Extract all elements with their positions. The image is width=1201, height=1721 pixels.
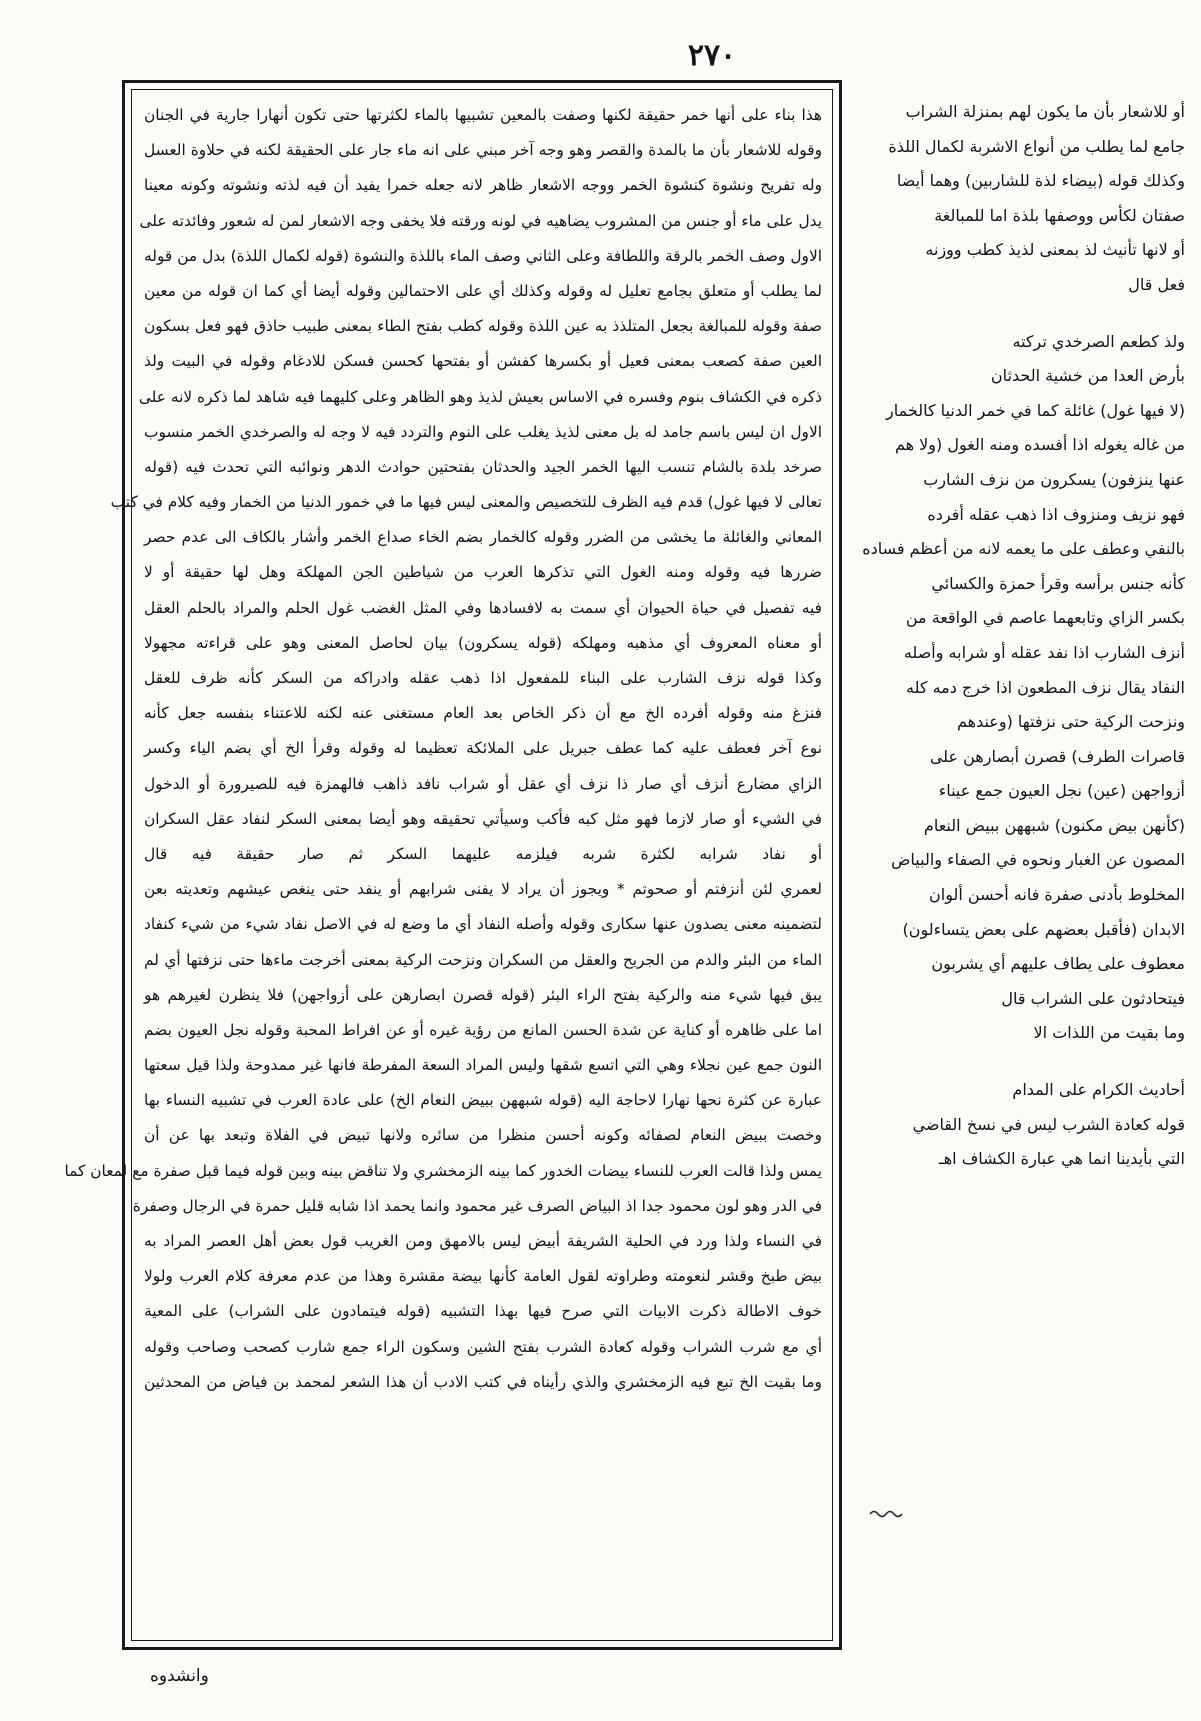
main-text-line: وكذا قوله نزف الشارب على البناء للمفعول اذا ذهب عقله وادراكه من السكر كأنه ظرف للعقل	[144, 669, 822, 687]
main-text-line: النون جمع عين نجلاء وهي التي اتسع شقها وليس المراد السعة المفرطة فانها غير ممدوحة ولذا قيل سعتها	[144, 1056, 822, 1075]
margin-note-line: صفتان لكأس ووصفها بلذة اما للمبالغة	[934, 205, 1185, 225]
main-text-line: وخصت ببيض النعام لصفائه وكونه أحسن منظرا من سائره ولانها تبيض في الفلاة وتبعد بها عن أن	[144, 1126, 822, 1145]
margin-note-line: عنها ينزفون) يسكرون من نزف الشارب	[923, 469, 1185, 489]
main-text-line: أي مع شرب الشراب وقوله كعادة الشرب بفتح الشين وسكون الراء جمع شارب كصحب وصاحب وقوله	[144, 1337, 822, 1356]
main-text-line: فنزغ منه وقوله أفرده الخ مع أن ذكر الخاص بعد العام مستغنى عنه لكنه للاعتناء بنفسه جعل كأنه	[144, 704, 822, 723]
margin-note-line: ولذ كطعم الصرخدي تركته	[1012, 331, 1185, 351]
main-text-line: في الدر وهو لون محمود جدا اذ البياض الصرف غير محمود وانما يحمد اذا شابه قليل حمرة في الرجال وصفرة	[132, 1196, 822, 1215]
main-text-line: نوع آخر فعطف عليه كما عطف جبريل على الملائكة تعظيما له وقوله وقرأ الخ أي بضم الياء وكسر	[144, 739, 822, 758]
margin-note-line: قوله كعادة الشرب ليس في نسخ القاضي	[912, 1114, 1185, 1134]
margin-note-line: أنزف الشارب اذا نفد عقله أو شرابه وأصله	[903, 642, 1185, 662]
main-text-line: وله تفريح ونشوة كنشوة الخمر ووجه الاشعار ظاهر لانه جعله خمرا يفيد أن فيه لذته ونشوته وكونه معينا	[144, 176, 822, 195]
main-text-line: تعالى لا فيها غول) قدم فيه الظرف للتخصيص والمعنى ليس فيها ما في خمور الدنيا من الخمار وفيه كلام في كتب	[110, 493, 822, 512]
main-text-frame	[64, 80, 842, 1650]
margin-note-line: (كأنهن بيض مكنون) شبههن ببيض النعام	[923, 815, 1185, 835]
margin-note-line: فهو نزيف ومنزوف اذا ذهب عقله أفرده	[927, 504, 1185, 524]
main-text-line: الماء من البئر والدم من الجريح والعقل من السكران ونزحت الركية بمعنى أخرجت ماءها حتى نزفتها أي لم	[144, 950, 822, 969]
margin-note-line: قاصرات الطرف) قصرن أبصارهن على	[929, 746, 1185, 766]
main-text-line: صرخد بلدة بالشام تنسب اليها الخمر الجيد والحدثان بفتحتين حوادث الدهر ونوائبه التي تحدث فيه (قوله	[144, 457, 822, 476]
margin-note-line: أو للاشعار بأن ما يكون لهم بمنزلة الشراب	[905, 102, 1185, 121]
main-text-line: وما بقيت الخ تبع فيه الزمخشري والذي رأيناه في كتب الادب أن هذا الشعر لمحمد بن فياض من المحدثين	[144, 1372, 822, 1391]
margin-note-line: بالنفي وعطف على ما يعمه لانه من أعظم فساده	[862, 539, 1185, 559]
margin-note-line: معطوف على يطاف عليهم أي يشربون	[931, 954, 1185, 974]
margin-note-line: فيتحادثون على الشراب قال	[1001, 988, 1185, 1008]
margin-note-line: من غاله يغوله اذا أفسده ومنه الغول (ولا هم	[895, 435, 1185, 455]
margin-note-line: فعل قال	[1128, 274, 1185, 294]
main-text-line: المعاني والغائلة ما يخشى من الضرر وقوله كالخمار بضم الخاء صداع الخمر وأشار بالكاف الى عدم حصر	[144, 528, 822, 547]
margin-note-line: التي بأيدينا انما هي عبارة الكشاف اهـ	[939, 1149, 1185, 1169]
main-text-line: اما على ظاهره أو كناية عن شدة الحسن المانع من رؤية غيره أو عن افراط المحبة وقوله نجل العيون بضم	[144, 1020, 822, 1039]
main-text-line: خوف الاطالة ذكرت الابيات التي صرح فيها بهذا التشبيه (قوله فيتمادون على الشراب) على المعية	[144, 1302, 822, 1321]
margin-commentary	[855, 95, 1185, 1525]
main-text-line: يمس ولذا قالت العرب للنساء بيضات الخدور كما بينه الزمخشري ولا تناقض بينه وبين قوله فيما قبل صفرة مع لمعان كما	[64, 1161, 822, 1180]
margin-note-line: بأرض العدا من خشية الحدثان	[990, 366, 1185, 386]
margin-note-line: (لا فيها غول) غائلة كما في خمر الدنيا كالخمار	[886, 400, 1185, 420]
main-text-line: لما يطلب أو متعلق بجامع تعليل له وقوله وكذلك أي على الاحتمالين وقوله أيضا أي كما ان قوله من معين	[144, 281, 822, 300]
margin-note-line: جامع لما يطلب من أنواع الاشربة لكمال اللذة	[888, 136, 1185, 156]
main-text-line: أو نفاد شرابه لكثرة شربه فيلزمه عليهما السكر ثم صار حقيقة فيه قال	[144, 844, 822, 863]
main-text-line: عبارة عن كثرة نحها نهارا لاحاجة اليه (قوله شبههن ببيض النعام الخ) على عادة العرب في تشبيه النساء بها	[144, 1091, 822, 1110]
main-text-line: صفة وقوله للمبالغة بجعل المتلذذ به عين اللذة وقوله كطب بفتح الطاء بمعنى طبيب حاذق فهو فعل بسكون	[144, 317, 822, 336]
main-text-line: فيه تفصيل في حياة الحيوان أي سمت به لافسادها وفي المثل الغضب غول الحلم والمراد بالحلم العقل	[144, 598, 822, 617]
margin-note-line: وما بقيت من اللذات الا	[1033, 1023, 1185, 1043]
main-text-line: ضررها فيه وقوله ومنه الغول التي تذكرها العرب من شياطين الجن المهلكة وهل لها حقيقة أو لا	[144, 563, 822, 582]
margin-note-line: أزواجهن (عين) نجل العيون جمع عيناء	[938, 781, 1185, 801]
ornament-scribble	[868, 1508, 908, 1520]
main-text-line: وقوله للاشعار بأن ما بالمدة والقصر وهو وجه آخر مبني على انه ماء جار على الحقيقة لكنه في حلاوة العسل	[144, 141, 822, 160]
margin-note-line: كأنه جنس برأسه وقرأ حمزة والكسائي	[931, 573, 1185, 593]
main-text-line: يبق فيها شيء منه والركية بفتح الراء البئر (قوله قصرن ابصارهن على أزواجهن) فلا ينظرن لغيرهم هو	[144, 985, 822, 1004]
margin-note-line: ونزحت الركية حتى نزفتها (وعندهم	[956, 712, 1185, 732]
main-text-line: الاول ان ليس باسم جامد له بل معنى لذيذ يغلب على النوم والتردد فيه لا وجه له والصرخدي الخمر منسوب	[144, 422, 822, 441]
main-text-line: الزاي مضارع أنزف أي صار ذا نزف أي عقل أو شراب نافد ذاهب فالهمزة فيه للصيرورة أو الدخول	[144, 774, 822, 793]
margin-note-line: بكسر الزاي وتابعهما عاصم في الواقعة من	[905, 608, 1185, 628]
margin-note-line: وكذلك قوله (بيضاء لذة للشاربين) وهما أيضا	[896, 171, 1185, 191]
main-text-line: العين صفة كصعب بمعنى فعيل أو بكسرها كفشن أو بفتحها كحسن فسكن للادغام وقوله في البيت ولذ	[144, 352, 822, 371]
margin-note-line: النفاد يقال نزف المطعون اذا خرج دمه كله	[905, 677, 1185, 697]
catchword: وانشدوه	[150, 1666, 209, 1686]
main-text-line: في النساء ولذا ورد في الحلية الشريفة أبيض ليس بالامهق ومن الغريب قول بعض أهل العصر المراد به	[144, 1232, 822, 1250]
main-text-line: في الشيء أو صار لازما فهو مثل كبه فأكب وسيأتي تحقيقه وهو أيضا بمعنى السكر لنفاد عقل السكران	[144, 809, 822, 828]
main-text-line: لتضمينه معنى يصدون عنها سكارى وقوله وأصله النفاد أي ما وضع له في الاصل نفاد شيء من شيء كنفاد	[144, 915, 822, 934]
margin-note-line: أو لانها تأنيث لذ بمعنى لذيذ كطب ووزنه	[925, 240, 1185, 260]
main-text-block	[64, 89, 833, 1641]
main-text-line: أو معناه المعروف أي مذهبه ومهلكه (قوله يسكرون) بيان لحاصل المعنى وهو على قراءته مجهولا	[144, 633, 822, 652]
margin-note-line: الابدان (فأقبل بعضهم على بعض يتساءلون)	[902, 919, 1185, 939]
main-text-line: هذا بناء على أنها خمر حقيقة لكنها وصفت بالمعين تشبيها بالماء لكثرتها حتى تكون أنهارا جارية في الجنان	[144, 106, 822, 124]
main-text-line: ذكره في الكشاف بنوم وفسره في الاساس بعيش لذيذ وهو الظاهر وعلى كليهما فيه شاهد لما ذكره لانه على	[138, 387, 822, 406]
margin-note-line: المصون عن الغبار ونحوه في الصفاء والبياض	[891, 850, 1185, 870]
margin-note-line: أحاديث الكرام على المدام	[1012, 1080, 1185, 1100]
main-text-line: الاول وصف الخمر بالرقة واللطافة وعلى الثاني وصف الماء باللذة والنشوة (قوله لكمال اللذة) بدل من قوله	[144, 246, 822, 265]
page-number: ٢٧٠	[687, 38, 737, 73]
margin-note-line: المخلوط بأدنى صفرة فانه أحسن ألوان	[929, 885, 1185, 905]
main-text-line: لعمري لئن أنزفتم أو صحوتم * ويجوز أن يراد لا يفنى شرابهم أو ينفد حتى ينغص عيشهم وتعديته بعن	[144, 880, 822, 899]
main-text-line: يدل على ماء أو جنس من المشروب يضاهيه في لونه ورقته فلا يخفى وجه الاشعار لمن له شعور وفائدته على	[139, 211, 822, 230]
main-text-line: بيض طبخ وقشر لنعومته وطراوته لقول العامة كأنها بيضة مقشرة وهذا من عدم معرفة كلام العرب ولولا	[144, 1267, 822, 1286]
